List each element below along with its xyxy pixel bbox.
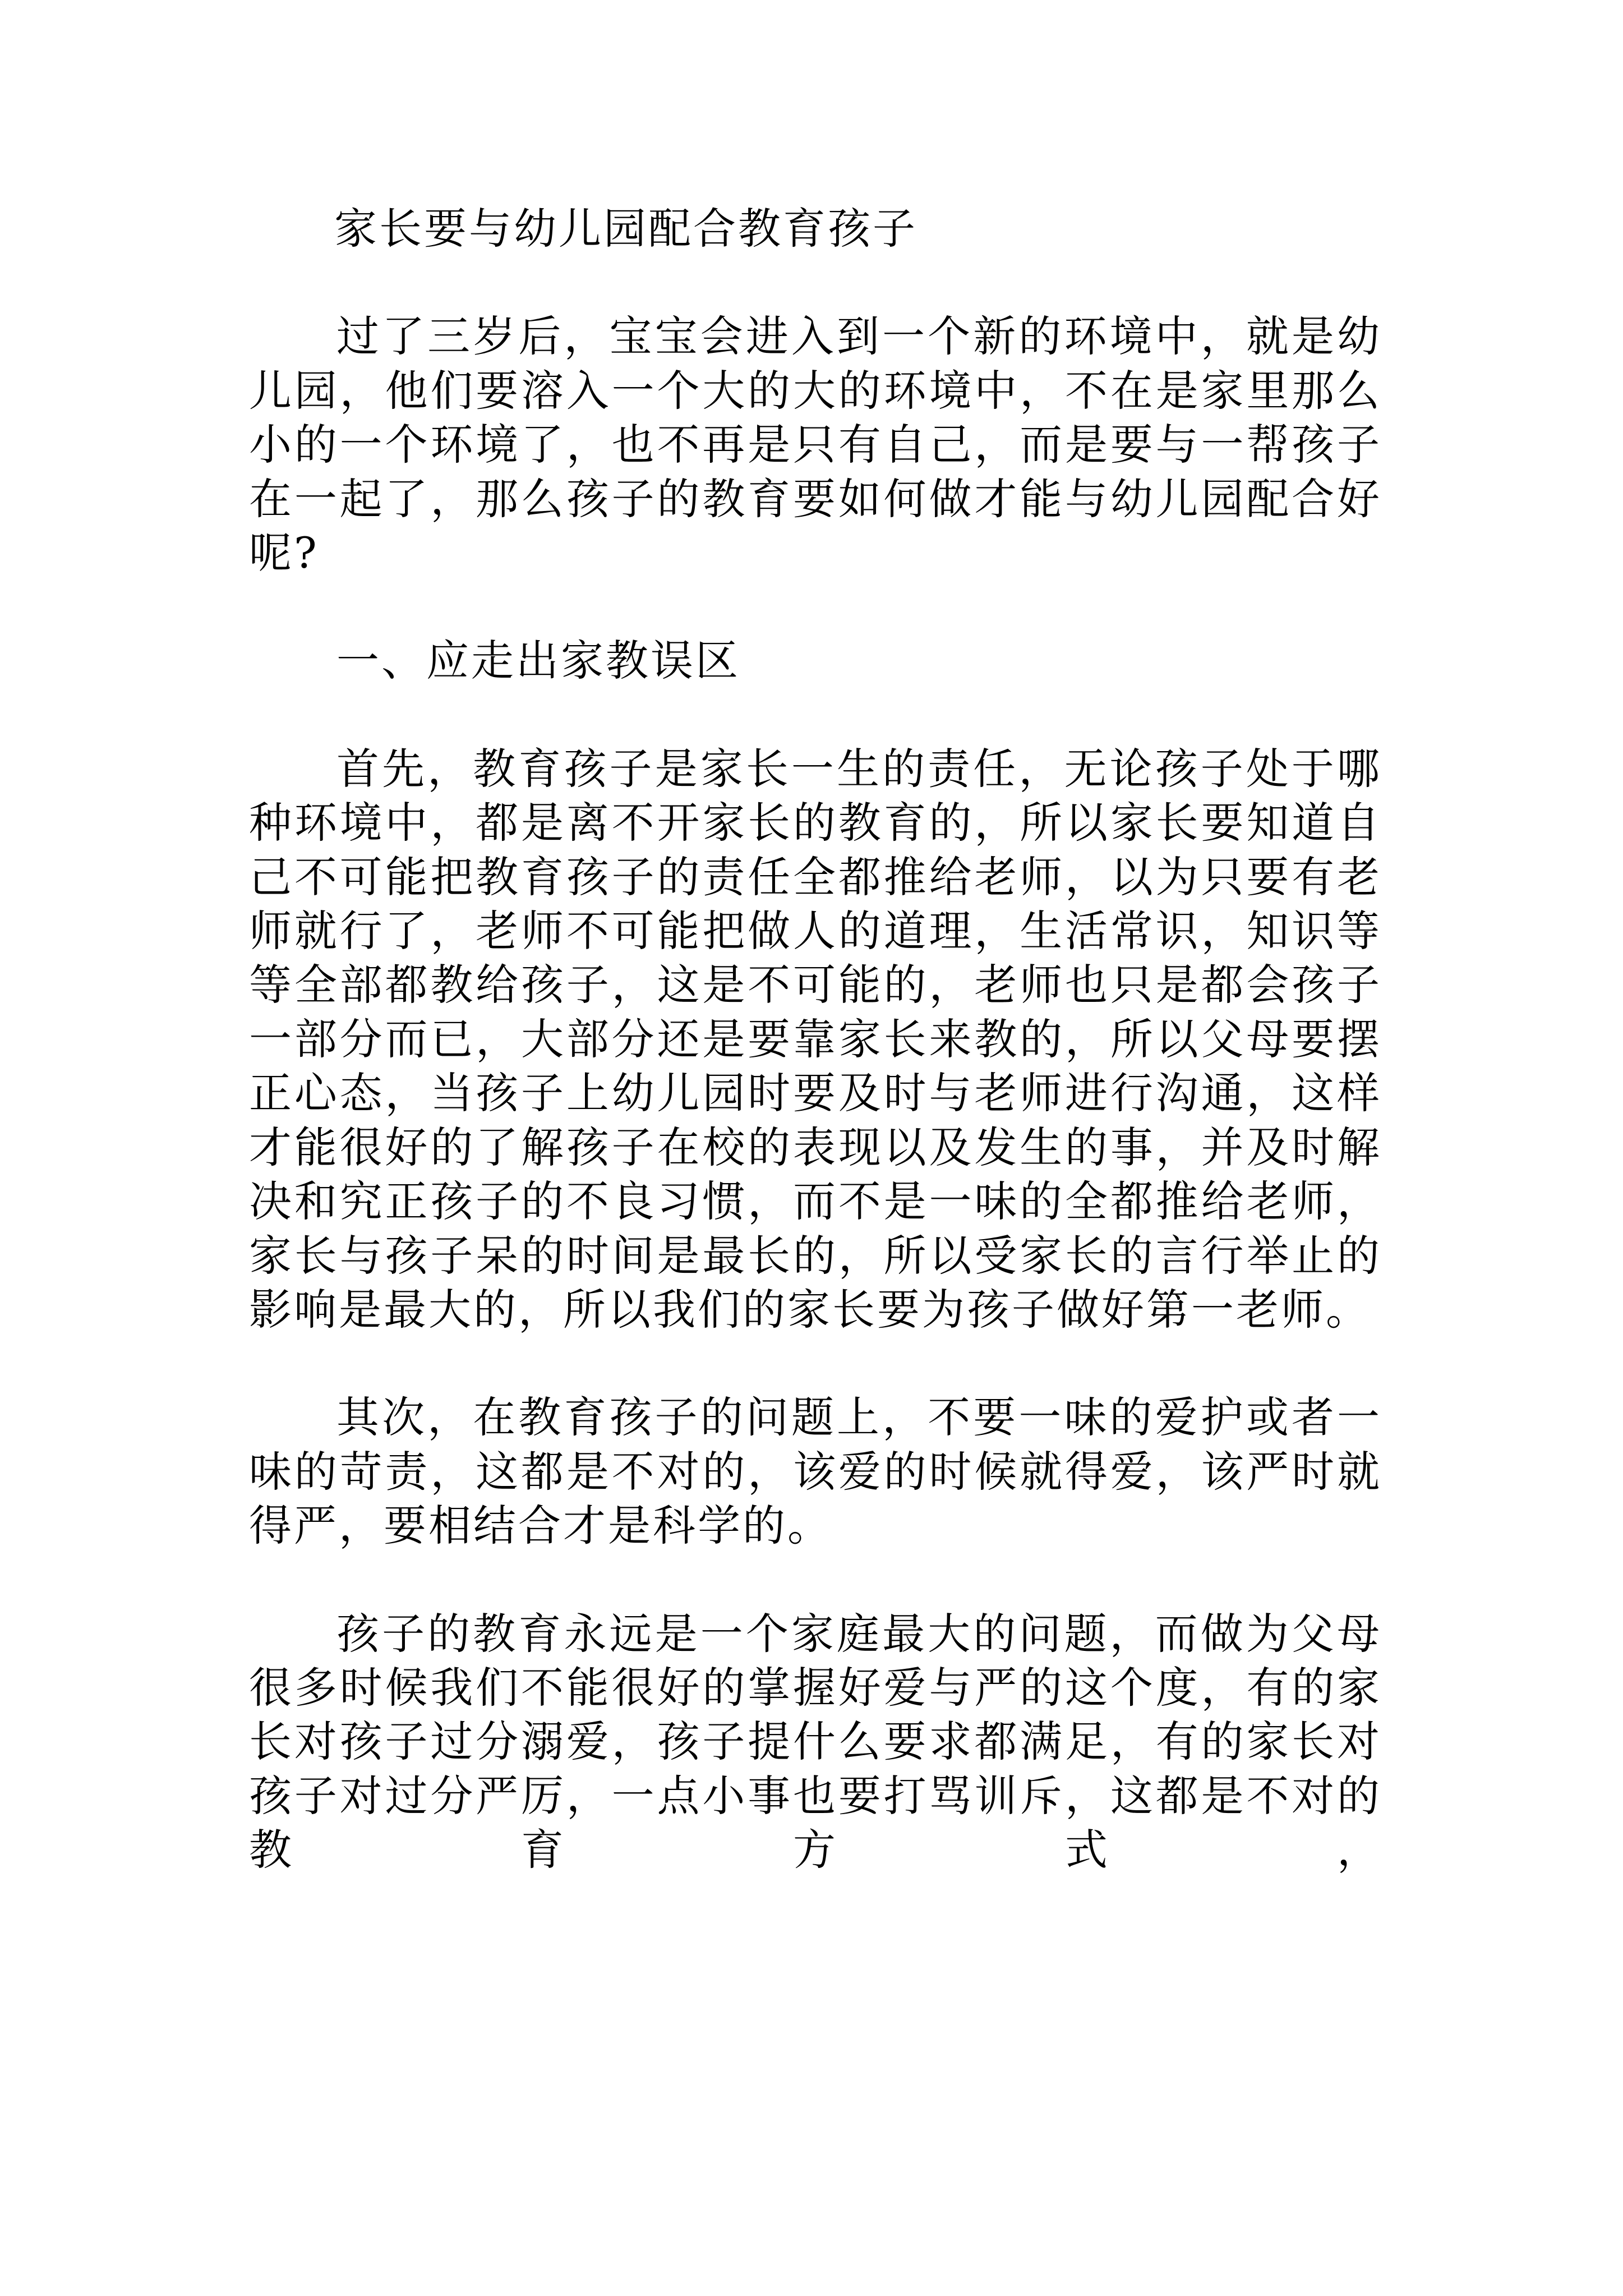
body-paragraph-3: 孩子的教育永远是一个家庭最大的问题，而做为父母很多时候我们不能很好的掌握好爱与严的这个度，有的家长对孩子过分溺爱，孩子提什么要求都满足，有的家长对孩子对过分严厉，一点小事也要打骂训斥，这都是不对的教育方式， <box>249 1608 1382 1875</box>
document-body <box>249 202 1382 1878</box>
body-paragraph-1: 首先，教育孩子是家长一生的责任，无论孩子处于哪种环境中，都是离不开家长的教育的，所以家长要知道自己不可能把教育孩子的责任全都推给老师，以为只要有老师就行了，老师不可能把做人的道理，生活常识，知识等等全部都教给孩子，这是不可能的，老师也只是都会孩子一部分而已，大部分还是要靠家长来教的，所以父母要摆正心态，当孩子上幼儿园时要及时与老师进行沟通，这样才能很好的了解孩子在校的表现以及发生的事，并及时解决和究正孩子的不良习惯，而不是一味的全都推给老师，家长与孩子呆的时间是最长的，所以受家长的言行举止的影响是最大的，所以我们的家长要为孩子做好第一老师。 <box>249 743 1382 1335</box>
document-title: 家长要与幼儿园配合教育孩子 <box>334 204 917 254</box>
intro-paragraph: 过了三岁后，宝宝会进入到一个新的环境中，就是幼儿园，他们要溶入一个大的大的环境中，不在是家里那么小的一个环境了，也不再是只有自己，而是要与一帮孩子在一起了，那么孩子的教育要如何做才能与幼儿园配合好呢? <box>249 311 1382 578</box>
section-heading: 一、应走出家教误区 <box>336 636 740 686</box>
body-paragraph-2: 其次，在教育孩子的问题上，不要一味的爱护或者一味的苛责，这都是不对的，该爱的时候就得爱，该严时就得严，要相结合才是科学的。 <box>249 1392 1382 1551</box>
